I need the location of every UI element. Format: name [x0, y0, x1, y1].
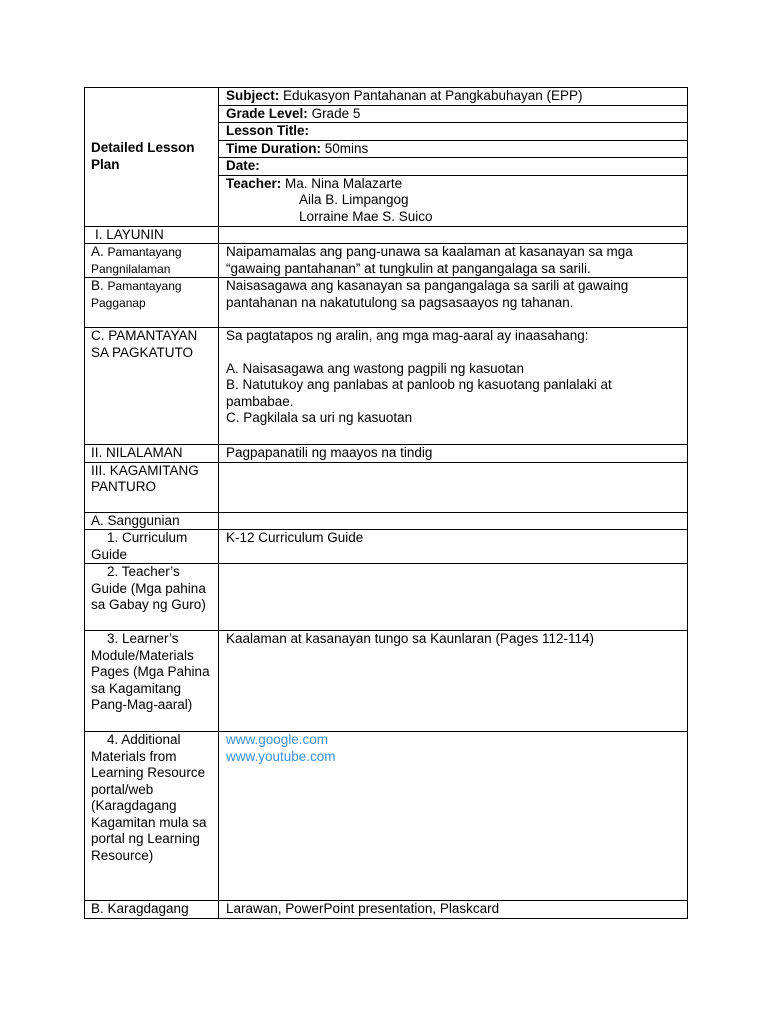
google-link[interactable]: www.google.com — [226, 732, 329, 747]
subject-label: Subject: — [226, 88, 280, 103]
pagkatuto-item-c: C. Pagkilala sa uri ng kasuotan — [226, 410, 413, 425]
duration-cell — [219, 140, 688, 158]
subject-value: Edukasyon Pantahanan at Pangkabuhayan (EPP) — [283, 88, 583, 103]
youtube-link[interactable]: www.youtube.com — [226, 748, 336, 764]
pagkatuto-item-b: B. Natutukoy ang panlabas at panloob ng kasuotang panlalaki at pambabae. — [226, 377, 612, 409]
grade-label: Grade Level: — [226, 105, 308, 121]
karagdagang-text: Larawan, PowerPoint presentation, Plaskcard — [219, 901, 688, 919]
date-cell — [219, 158, 688, 176]
teacher-cell — [219, 175, 688, 226]
date-label: Date: — [226, 158, 260, 173]
lesson-title-label: Lesson Title: — [226, 123, 310, 138]
pamantayang-pangnilalaman-label: A. Pamantayang Pangnilalaman — [85, 244, 219, 278]
curriculum-guide-label: 1. Curriculum Guide — [85, 530, 219, 564]
learners-module-label: 3. Learner’s Module/Materials Pages (Mga Pahina sa Kagamitang Pang-Mag-aaral) — [85, 631, 219, 732]
sanggunian-label: A. Sanggunian — [85, 512, 219, 530]
teacher-name-2: Aila B. Limpangog — [299, 192, 409, 207]
lesson-plan-table — [84, 87, 688, 919]
curriculum-guide-text: K-12 Curriculum Guide — [219, 530, 688, 564]
nilalaman-label: II. NILALAMAN — [85, 445, 219, 463]
lesson-plan-title: Detailed Lesson Plan — [91, 140, 195, 172]
layunin-label: I. LAYUNIN — [85, 226, 219, 244]
subject-cell — [219, 88, 688, 106]
pamantayan-sa-pagkatuto-text — [219, 328, 688, 445]
karagdagang-label: B. Karagdagang — [85, 901, 219, 919]
pamantayang-pagganap-text: Naisasagawa ang kasanayan sa pangangalaga sa sarili at gawaing pantahanan na nakatutulong sa pagsasaayos ng tahanan. — [219, 278, 688, 328]
kagamitang-panturo-label: III. KAGAMITANG PANTURO — [85, 462, 219, 512]
additional-materials-links — [219, 732, 688, 901]
nilalaman-text: Pagpapanatili ng maayos na tindig — [219, 445, 688, 463]
pamantayang-pangnilalaman-text: Naipamamalas ang pang-unawa sa kaalaman at kasanayan sa mga “gawaing pantahanan” at tungkulin at pangangalaga sa sarili. — [219, 244, 688, 278]
learners-module-text: Kaalaman at kasanayan tungo sa Kaunlaran (Pages 112-114) — [219, 631, 688, 732]
duration-value: 50mins — [324, 140, 369, 156]
additional-materials-label: 4. Additional Materials from Learning Resource portal/web (Karagdagang Kagamitan mula sa portal ng Learning Resource) — [85, 732, 219, 901]
teachers-guide-label: 2. Teacher’s Guide (Mga pahina sa Gabay ng Guro) — [85, 564, 219, 631]
layunin-value — [219, 226, 688, 244]
grade-cell — [219, 105, 688, 123]
pagkatuto-intro: Sa pagtatapos ng aralin, ang mga mag-aaral ay inaasahang: — [226, 328, 589, 343]
lesson-title-cell — [219, 123, 688, 141]
pagkatuto-item-a: A. Naisasagawa ang wastong pagpili ng kasuotan — [226, 360, 524, 376]
grade-value: Grade 5 — [311, 105, 361, 121]
teacher-label: Teacher: — [226, 175, 282, 191]
pamantayan-sa-pagkatuto-label: C. PAMANTAYAN SA PAGKATUTO — [85, 328, 219, 445]
pamantayang-pagganap-label: B. Pamantayang Pagganap — [85, 278, 219, 328]
teacher-name-1: Ma. Nina Malazarte — [285, 175, 403, 191]
duration-label: Time Duration: — [226, 140, 322, 156]
kagamitang-panturo-value — [219, 462, 688, 512]
lesson-plan-title-cell — [85, 88, 219, 227]
sanggunian-value — [219, 512, 688, 530]
teachers-guide-text — [219, 564, 688, 631]
teacher-name-3: Lorraine Mae S. Suico — [299, 208, 433, 224]
